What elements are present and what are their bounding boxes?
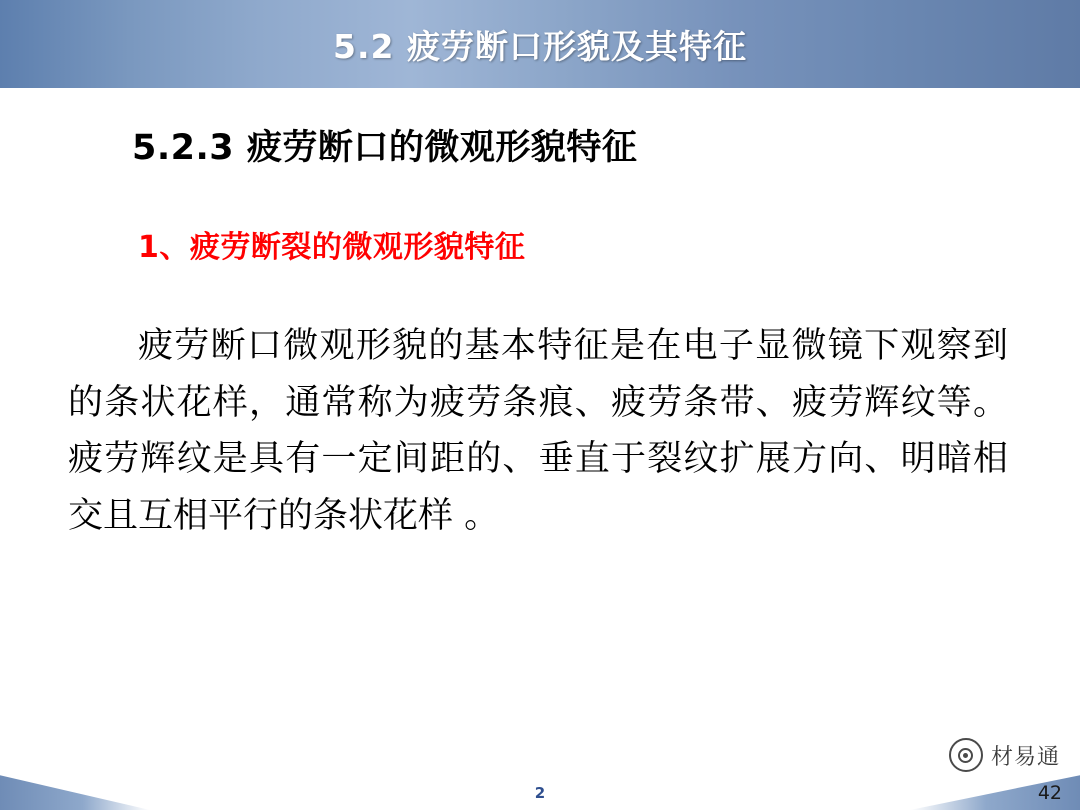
page-title: 5.2 疲劳断口形貌及其特征 <box>333 26 747 66</box>
watermark-label: 材易通 <box>990 744 1060 770</box>
subsection-heading: 1、疲劳断裂的微观形貌特征 <box>138 230 526 265</box>
slide-header <box>0 0 1080 88</box>
circular-logo-icon <box>949 738 983 772</box>
slide-body <box>0 120 1080 545</box>
watermark <box>949 738 1060 772</box>
body-paragraph: 疲劳断口微观形貌的基本特征是在电子显微镜下观察到的条状花样，通常称为疲劳条痕、疲劳条带、疲劳辉纹等。疲劳辉纹是具有一定间距的、垂直于裂纹扩展方向、明暗相交且互相平行的条状花样 。 <box>68 326 1008 537</box>
slide-number-center: 2 <box>534 784 546 802</box>
slide-number-right: 42 <box>1037 782 1062 804</box>
section-heading: 5.2.3 疲劳断口的微观形貌特征 <box>132 128 638 168</box>
